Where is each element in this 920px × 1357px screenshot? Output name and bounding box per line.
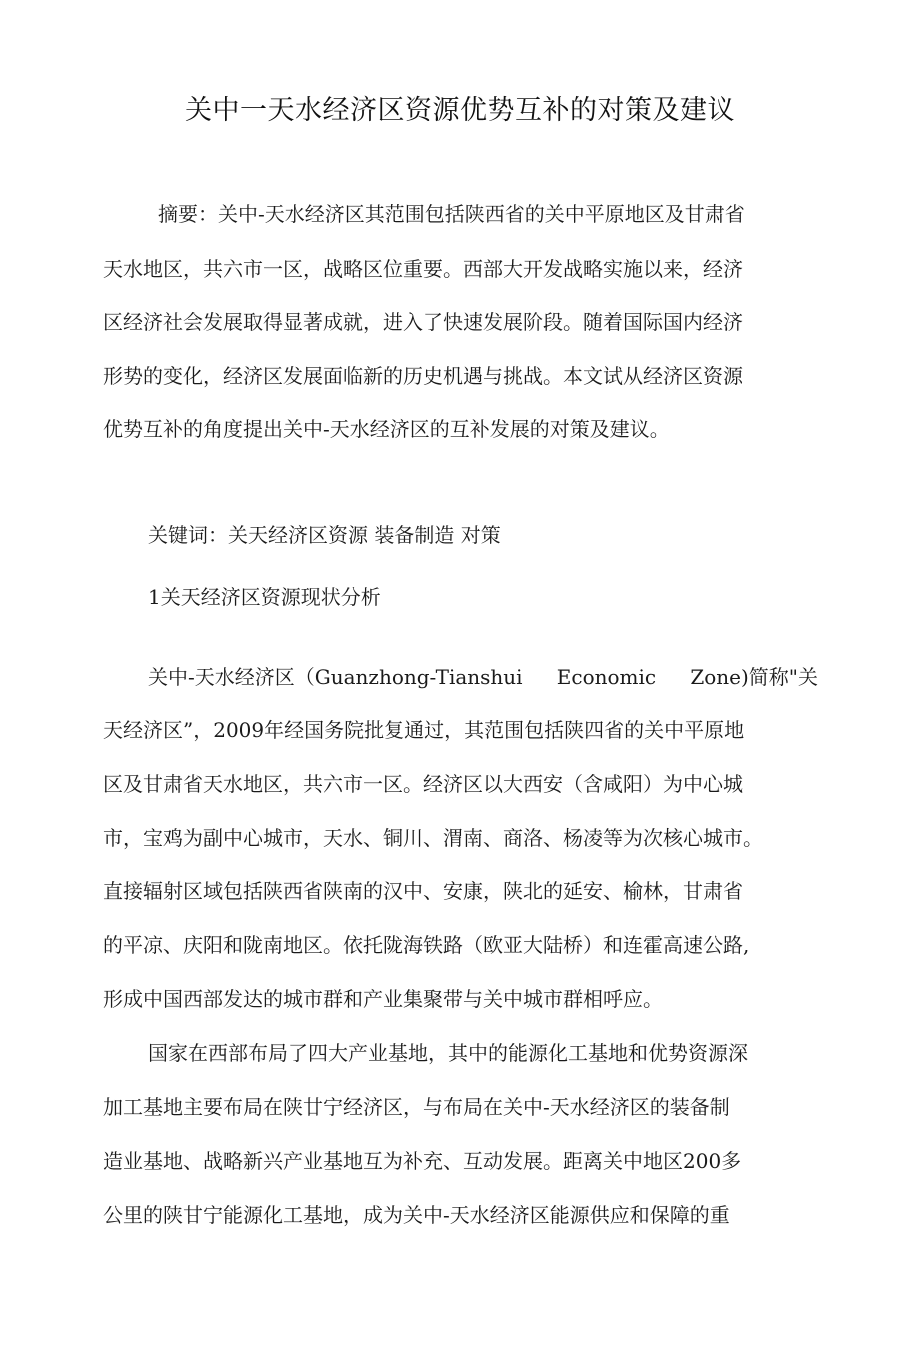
abstract-line: 天水地区，共六市一区，战略区位重要。西部大开发战略实施以来，经济 — [103, 257, 743, 281]
abstract-line: 摘要：关中-天水经济区其范围包括陕西省的关中平原地区及甘肃省 — [158, 202, 745, 226]
paragraph1-line: 区及甘肃省天水地区，共六市一区。经济区以大西安（含咸阳）为中心城 — [103, 772, 743, 796]
paragraph1-line: 形成中国西部发达的城市群和产业集聚带与关中城市群相呼应。 — [103, 987, 663, 1011]
document-title: 关中一天水经济区资源优势互补的对策及建议 — [185, 95, 735, 126]
paragraph2-line: 造业基地、战略新兴产业基地互为补充、互动发展。距离关中地区200多 — [103, 1149, 742, 1173]
paragraph1-line: 直接辐射区域包括陕西省陕南的汉中、安康，陕北的延安、榆林，甘肃省 — [103, 879, 743, 903]
paragraph2-line: 国家在西部布局了四大产业基地，其中的能源化工基地和优势资源深 — [148, 1041, 748, 1065]
paragraph1-text-segment: Economic — [556, 665, 657, 689]
paragraph1-text-segment: 关中-天水经济区（Guanzhong-Tianshui — [148, 665, 523, 689]
paragraph1-line — [148, 665, 818, 689]
abstract-line: 形势的变化，经济区发展面临新的历史机遇与挑战。本文试从经济区资源 — [103, 364, 743, 388]
paragraph1-text-segment: Zone)简称"关 — [690, 665, 818, 689]
paragraph2-line: 加工基地主要布局在陕廿宁经济区，与布局在关中-天水经济区的装备制 — [103, 1095, 730, 1119]
keywords-line: 关键词：关天经济区资源 装备制造 对策 — [148, 523, 501, 547]
paragraph1-line: 的平凉、庆阳和陇南地区。依托陇海铁路（欧亚大陆桥）和连霍高速公路, — [103, 933, 750, 957]
paragraph2-line: 公里的陕甘宁能源化工基地，成为关中-天水经济区能源供应和保障的重 — [103, 1203, 730, 1227]
abstract-line: 优势互补的角度提出关中-天水经济区的互补发展的对策及建议。 — [103, 417, 670, 441]
paragraph1-line: 天经济区”，2009年经国务院批复通过，其范围包括陕四省的关中平原地 — [103, 718, 745, 742]
section-heading: 1关天经济区资源现状分析 — [148, 585, 381, 609]
paragraph1-line: 市，宝鸡为副中心城市，天水、铜川、渭南、商洛、杨凌等为次核心城市。 — [103, 826, 763, 850]
abstract-line: 区经济社会发展取得显著成就，进入了快速发展阶段。随着国际国内经济 — [103, 310, 743, 334]
